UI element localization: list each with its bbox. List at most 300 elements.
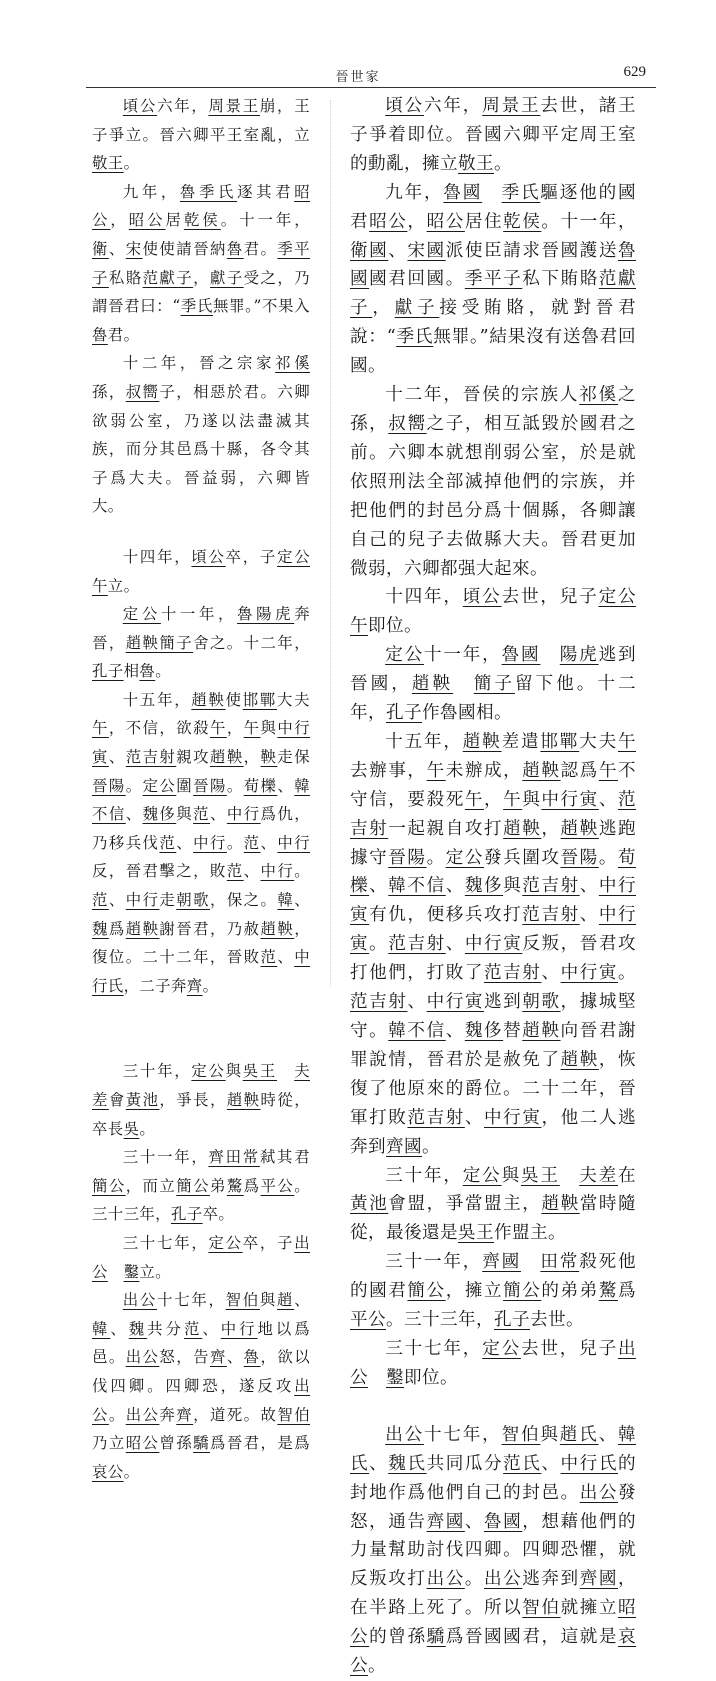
text-run: 。 bbox=[202, 976, 219, 995]
text-run: 私下賄賂 bbox=[522, 269, 599, 290]
text-run: 、 bbox=[125, 805, 143, 824]
proper-name: 晉陽 bbox=[388, 847, 427, 868]
proper-name: 智伯 bbox=[501, 1424, 541, 1445]
translation-paragraph-8 bbox=[350, 1248, 636, 1335]
text-run: 、 bbox=[445, 934, 465, 955]
proper-name: 魏侈 bbox=[142, 805, 177, 824]
proper-name: 中行寅 bbox=[484, 1107, 542, 1128]
text-run: 。 bbox=[422, 1136, 440, 1157]
proper-name: 中行寅 bbox=[92, 719, 311, 767]
proper-name: 叔嚮 bbox=[388, 413, 427, 434]
proper-name: 范吉射 bbox=[350, 992, 408, 1013]
text-run: 無罪。”結果沒有送魯君回國。 bbox=[350, 327, 636, 377]
proper-name: 定公午 bbox=[92, 547, 310, 595]
proper-name: 午 bbox=[426, 760, 446, 781]
proper-name: 午 bbox=[92, 719, 109, 738]
text-run: 共同瓜分 bbox=[426, 1453, 504, 1474]
text-run: 十五年， bbox=[122, 690, 192, 709]
proper-name: 定公 bbox=[191, 1062, 226, 1081]
proper-name: 趙鞅 bbox=[522, 760, 561, 781]
text-run: ，復位。二十二年，晉敗 bbox=[92, 919, 311, 967]
text-run: ，想藉他們的力量幫助討伐四卿。四卿恐懼，就反叛攻打 bbox=[350, 1511, 636, 1590]
proper-name: 宋國 bbox=[407, 240, 446, 261]
proper-name: 中行寅 bbox=[560, 963, 619, 984]
proper-name: 齊田常 bbox=[208, 1148, 260, 1167]
proper-name: 孔子 bbox=[386, 703, 422, 724]
section-gap bbox=[92, 1000, 310, 1057]
proper-name: 昭公 bbox=[426, 211, 465, 232]
proper-name: 定公 bbox=[462, 1165, 502, 1186]
proper-name: 中行 bbox=[193, 833, 227, 852]
proper-name: 昭公 bbox=[125, 1434, 160, 1453]
text-run: 。 bbox=[369, 934, 389, 955]
text-run: 共分 bbox=[147, 1319, 184, 1338]
text-run: 爲 bbox=[108, 919, 126, 938]
text-run: 、 bbox=[445, 1021, 465, 1041]
text-run: 反叛，晉君攻打他們，打敗了 bbox=[350, 934, 637, 984]
text-run: 。 bbox=[123, 154, 140, 173]
text-run: 即位。 bbox=[368, 616, 422, 637]
text-run: 會盟，爭當盟主， bbox=[388, 1194, 542, 1215]
proper-name: 范 bbox=[183, 1319, 203, 1338]
text-run: 與 bbox=[176, 805, 194, 824]
text-run: 君。 bbox=[243, 239, 278, 258]
proper-name: 季平子 bbox=[92, 239, 311, 287]
translation-paragraph-7 bbox=[350, 1162, 636, 1249]
translation-paragraph-1 bbox=[350, 92, 636, 179]
text-run: 。 bbox=[464, 1569, 484, 1590]
proper-name: 智伯 bbox=[277, 1405, 311, 1424]
running-header-title: 晉世家 bbox=[335, 70, 381, 85]
text-run: 十四年， bbox=[122, 547, 192, 566]
proper-name: 夫差 bbox=[92, 1062, 310, 1109]
text-run: 會 bbox=[108, 1091, 126, 1109]
text-run: 。十一年， bbox=[541, 211, 636, 232]
proper-name: 趙鞅 bbox=[560, 818, 599, 839]
text-run: ， bbox=[110, 211, 129, 230]
text-run: ， bbox=[541, 818, 561, 839]
proper-name: 趙鞅 bbox=[226, 1091, 261, 1109]
translation-paragraph-6 bbox=[350, 728, 636, 1162]
proper-name: 韓 bbox=[277, 891, 295, 910]
text-run: 卒。 bbox=[202, 1205, 235, 1224]
text-run: 十二年，晉之宗家 bbox=[122, 354, 276, 373]
text-run: 三十一年， bbox=[122, 1148, 209, 1167]
proper-name: 出公 bbox=[385, 1424, 424, 1445]
proper-name: 趙鞅 bbox=[560, 1049, 599, 1070]
proper-name: 齊 bbox=[209, 1348, 227, 1367]
text-run: ，恢復了他原來的爵位。二十二年，晉軍打敗 bbox=[350, 1049, 636, 1128]
text-run: 居 bbox=[165, 211, 184, 230]
text-run bbox=[277, 1062, 294, 1080]
proper-name: 趙鞅 bbox=[125, 919, 160, 938]
text-run: ，欲以伐四卿。四卿恐，遂反攻 bbox=[92, 1348, 311, 1395]
text-run: 地以爲邑。 bbox=[92, 1319, 311, 1367]
proper-name: 頃公 bbox=[385, 96, 424, 116]
proper-name: 中行 bbox=[260, 862, 295, 881]
original-paragraph-1 bbox=[92, 92, 310, 178]
proper-name: 敬王 bbox=[457, 153, 494, 174]
proper-name: 季氏 bbox=[180, 297, 214, 316]
text-run: 。三十三年， bbox=[92, 1176, 311, 1224]
proper-name: 中行氏 bbox=[92, 948, 310, 995]
proper-name: 中行 bbox=[220, 1319, 258, 1338]
text-run: 作盟主。 bbox=[493, 1223, 566, 1244]
text-run: 與 bbox=[501, 1165, 521, 1186]
text-run: 、 bbox=[541, 963, 561, 984]
proper-name: 衛國 bbox=[350, 240, 389, 261]
text-run: 與 bbox=[540, 1424, 560, 1445]
text-run: 大夫 bbox=[277, 690, 310, 709]
text-run: 奔 bbox=[159, 1405, 177, 1424]
text-run: 。 bbox=[493, 153, 512, 174]
proper-name: 荀櫟 bbox=[243, 776, 278, 795]
proper-name: 范吉射 bbox=[125, 748, 177, 767]
proper-name: 季氏 bbox=[396, 327, 434, 348]
proper-name: 韓 bbox=[92, 1319, 111, 1338]
proper-name: 中行 bbox=[125, 891, 160, 910]
proper-name: 中行 bbox=[277, 833, 311, 852]
translation-column bbox=[350, 92, 636, 1681]
proper-name: 韓不信 bbox=[388, 876, 446, 897]
proper-name: 宋 bbox=[125, 239, 143, 258]
text-run: ， bbox=[372, 298, 395, 319]
text-run: 、 bbox=[277, 776, 295, 795]
text-run: 立。 bbox=[107, 576, 140, 595]
text-run: 差遣 bbox=[501, 731, 541, 752]
proper-name: 乾侯 bbox=[183, 211, 221, 230]
text-run: 替 bbox=[503, 1021, 523, 1041]
proper-name: 出公 bbox=[122, 1291, 158, 1310]
text-run: 、 bbox=[294, 891, 311, 910]
proper-name: 趙鞅 bbox=[209, 748, 244, 767]
proper-name: 孔子 bbox=[493, 1310, 530, 1331]
proper-name: 魏氏 bbox=[388, 1453, 427, 1474]
text-run: 的曾孫 bbox=[369, 1627, 427, 1648]
text-run: 、 bbox=[108, 239, 126, 258]
proper-name: 魯 bbox=[139, 662, 156, 681]
text-run: 居住 bbox=[464, 211, 504, 232]
text-run: 去世，兒子 bbox=[520, 1338, 618, 1359]
proper-name: 出公 bbox=[426, 1569, 465, 1590]
text-run: ，據城堅守。 bbox=[350, 992, 636, 1041]
text-run: 。十一年， bbox=[220, 211, 311, 230]
text-run: ， bbox=[243, 748, 261, 767]
proper-name: 敬王 bbox=[92, 154, 124, 173]
text-run: 去辦事， bbox=[350, 760, 427, 781]
text-run: 、 bbox=[108, 748, 126, 767]
text-run: 十一年， bbox=[423, 645, 502, 666]
text-run bbox=[521, 1252, 540, 1272]
proper-name: 定公 bbox=[445, 847, 484, 868]
text-run: 、 bbox=[388, 240, 408, 261]
text-run: 去世，諸王子爭着即位。晉國六卿平定周王室的動亂，擁立 bbox=[350, 96, 636, 174]
text-run: 九年， bbox=[122, 182, 180, 201]
proper-name: 孔子 bbox=[170, 1205, 203, 1224]
proper-name: 叔嚮 bbox=[125, 382, 160, 401]
text-run: 、 bbox=[209, 805, 227, 824]
proper-name: 范 bbox=[92, 891, 109, 910]
proper-name: 午 bbox=[503, 789, 523, 810]
proper-name: 定公午 bbox=[350, 587, 636, 637]
proper-name: 魯國 bbox=[483, 1511, 523, 1532]
text-run: 當時隨從，最後還是 bbox=[350, 1194, 637, 1244]
text-run: 、 bbox=[176, 833, 194, 852]
text-run: 使 bbox=[225, 690, 243, 709]
text-run: 去世，兒子 bbox=[501, 587, 599, 608]
text-run: 、 bbox=[598, 789, 618, 810]
proper-name: 午 bbox=[243, 719, 261, 738]
proper-name: 趙鞅 bbox=[191, 690, 226, 709]
proper-name: 驁 bbox=[226, 1176, 244, 1195]
text-run: ， bbox=[483, 789, 504, 810]
text-run: 逃到晉國， bbox=[350, 645, 636, 695]
text-run: 向晉君謝罪說情，晉君於是赦免了 bbox=[350, 1021, 636, 1070]
proper-name: 夫差 bbox=[579, 1165, 618, 1186]
proper-name: 昭公 bbox=[92, 182, 311, 230]
proper-name: 午 bbox=[598, 760, 618, 781]
section-gap bbox=[350, 1393, 636, 1421]
proper-name: 出公 bbox=[92, 1233, 310, 1281]
proper-name: 出公 bbox=[125, 1348, 160, 1367]
text-run: 、 bbox=[369, 1453, 389, 1474]
proper-name: 魯國 bbox=[350, 240, 636, 290]
text-run: 。 bbox=[426, 847, 446, 868]
text-run: 乃立 bbox=[92, 1434, 126, 1453]
original-paragraph-8 bbox=[92, 1143, 310, 1229]
text-run: 逃到 bbox=[483, 992, 523, 1013]
text-run: 怒，告 bbox=[159, 1348, 210, 1367]
text-run: 認爲 bbox=[560, 760, 599, 781]
text-run: 、 bbox=[260, 833, 278, 852]
proper-name: 午 bbox=[464, 789, 484, 810]
proper-name: 衛 bbox=[92, 239, 109, 258]
text-run bbox=[560, 1166, 579, 1186]
text-run: 殺死他的國君 bbox=[350, 1252, 636, 1302]
text-run: 。 bbox=[294, 862, 311, 881]
proper-name: 趙鞅 bbox=[522, 1021, 561, 1041]
text-run: 即位。 bbox=[404, 1367, 458, 1388]
original-paragraph-10 bbox=[92, 1286, 310, 1486]
proper-name: 吳王 bbox=[242, 1062, 278, 1081]
proper-name: 黃池 bbox=[125, 1091, 160, 1109]
proper-name: 簡公 bbox=[407, 1281, 446, 1302]
proper-name: 出公 bbox=[579, 1482, 618, 1503]
proper-name: 出公 bbox=[483, 1569, 523, 1590]
proper-name: 季氏 bbox=[501, 182, 541, 203]
proper-name: 齊國 bbox=[579, 1569, 618, 1590]
original-paragraph-7 bbox=[92, 1057, 310, 1143]
proper-name: 范吉射 bbox=[522, 905, 580, 926]
text-run: 無罪。”不果入 bbox=[213, 297, 310, 316]
proper-name: 魏 bbox=[128, 1319, 148, 1338]
text-run: 十四年， bbox=[385, 587, 463, 608]
text-run: ， bbox=[226, 719, 244, 738]
text-run bbox=[540, 645, 559, 665]
text-run: 逐其君 bbox=[237, 182, 295, 201]
proper-name: 晉陽 bbox=[560, 847, 599, 868]
text-run: 、 bbox=[464, 1511, 484, 1532]
text-run: 相 bbox=[123, 662, 140, 681]
proper-name: 黃池 bbox=[350, 1194, 389, 1215]
column-divider bbox=[330, 100, 331, 986]
proper-name: 中行寅 bbox=[350, 905, 637, 955]
text-run: 六年， bbox=[424, 96, 483, 116]
proper-name: 頃公 bbox=[122, 97, 158, 115]
text-run: 、 bbox=[369, 876, 389, 897]
proper-name: 齊國 bbox=[386, 1136, 422, 1157]
text-run: 接受賄賂，就對晉君說： bbox=[350, 298, 637, 348]
text-run: 三十年， bbox=[385, 1165, 463, 1186]
proper-name: 周景王 bbox=[208, 97, 260, 115]
proper-name: 簡子 bbox=[473, 674, 515, 695]
text-run: 十七年， bbox=[423, 1424, 502, 1445]
proper-name: 簡公 bbox=[92, 1176, 126, 1195]
text-run: 爲仇，乃移兵伐 bbox=[92, 805, 311, 852]
text-run: ，不信，欲殺 bbox=[108, 719, 210, 738]
proper-name: 中行 bbox=[226, 805, 261, 824]
text-run: 爲晉國國君，這就是 bbox=[445, 1627, 619, 1648]
proper-name: 趙鞅簡子 bbox=[125, 633, 194, 652]
proper-name: 中行寅 bbox=[350, 876, 636, 926]
proper-name: 齊國 bbox=[426, 1511, 465, 1532]
proper-name: 哀公 bbox=[350, 1627, 637, 1677]
text-run: 三十一年， bbox=[385, 1252, 483, 1273]
text-run: ，道死。故 bbox=[193, 1405, 278, 1424]
proper-name: 魯國 bbox=[443, 182, 483, 203]
text-run: 私賂 bbox=[108, 268, 143, 287]
proper-name: 鑿 bbox=[386, 1367, 404, 1388]
proper-name: 范獻子 bbox=[142, 268, 194, 287]
proper-name: 朝歌 bbox=[176, 891, 210, 910]
proper-name: 趙鞅 bbox=[411, 674, 454, 695]
text-run: 、 bbox=[579, 905, 599, 926]
proper-name: 頃公 bbox=[191, 547, 226, 566]
text-run: 、 bbox=[598, 1424, 618, 1445]
proper-name: 魏 bbox=[92, 919, 109, 938]
text-run: 之子，相互詆毀於國君之前。六卿本就想削弱公室，於是就依照刑法全部滅掉他們的宗族，并把他們的封邑分爲十個縣，各卿讓自己的兒子去做縣大夫。晉君更加微弱，六卿都强大起來。 bbox=[350, 413, 636, 579]
text-run: 六年， bbox=[157, 97, 209, 115]
translation-paragraph-3 bbox=[350, 381, 636, 583]
proper-name: 簡公 bbox=[503, 1281, 542, 1302]
proper-name: 魯 bbox=[92, 325, 108, 344]
original-paragraph-4 bbox=[92, 543, 310, 600]
text-run: 。 bbox=[123, 1462, 140, 1481]
proper-name: 范吉射 bbox=[484, 963, 542, 984]
text-run: ，擁立 bbox=[445, 1281, 504, 1302]
text-run: 驅逐他的國君 bbox=[350, 182, 636, 232]
text-run: 孫， bbox=[92, 382, 126, 401]
original-paragraph-2 bbox=[92, 178, 310, 350]
proper-name: 定公 bbox=[208, 1233, 243, 1252]
text-run: 去世。 bbox=[529, 1310, 584, 1331]
proper-name: 定公 bbox=[142, 776, 177, 795]
text-run: 一起親自攻打 bbox=[388, 818, 504, 839]
text-run: 就擁立 bbox=[560, 1598, 619, 1619]
translation-paragraph-9 bbox=[350, 1335, 636, 1393]
text-run: 十二年，晉侯的宗族人 bbox=[385, 385, 580, 406]
text-run: ， bbox=[407, 211, 427, 232]
proper-name: 齊國 bbox=[482, 1252, 521, 1273]
proper-name: 定公 bbox=[122, 605, 161, 624]
text-run bbox=[108, 1263, 124, 1281]
proper-name: 智伯 bbox=[522, 1598, 561, 1619]
text-run: 子，相惡於君。六卿欲弱公室，乃遂以法盡滅其族，而分其邑爲十縣，各令其子爲大夫。晉益弱，六卿皆大。 bbox=[92, 382, 310, 516]
proper-name: 定公 bbox=[385, 645, 424, 666]
proper-name: 周景王 bbox=[482, 96, 541, 116]
text-run: 有仇，便移兵攻打 bbox=[369, 905, 523, 926]
text-run: ，保之。 bbox=[209, 891, 278, 910]
text-run: 卒，子 bbox=[242, 1233, 295, 1252]
proper-name: 魯季氏 bbox=[179, 182, 238, 201]
text-run bbox=[453, 674, 474, 694]
proper-name: 驕 bbox=[193, 1434, 210, 1453]
proper-name: 驕 bbox=[426, 1627, 446, 1648]
text-run: 與 bbox=[260, 719, 278, 738]
proper-name: 出公 bbox=[92, 1376, 310, 1424]
original-paragraph-6 bbox=[92, 686, 310, 1001]
proper-name: 孔子 bbox=[92, 662, 124, 681]
text-run: 反，晉君擊之，敗 bbox=[92, 862, 227, 881]
proper-name: 趙鞅 bbox=[541, 1194, 580, 1215]
proper-name: 韓不信 bbox=[92, 776, 311, 824]
text-run: 留下他。十二年， bbox=[350, 674, 636, 724]
proper-name: 齊 bbox=[176, 1405, 194, 1424]
text-run: 逃奔到 bbox=[522, 1569, 580, 1590]
proper-name: 出公 bbox=[125, 1405, 160, 1424]
text-run: 。 bbox=[368, 1656, 386, 1677]
proper-name: 午 bbox=[209, 719, 227, 738]
proper-name: 范獻子 bbox=[350, 269, 636, 319]
proper-name: 午 bbox=[617, 731, 636, 752]
proper-name: 趙鞅 bbox=[260, 919, 295, 938]
translation-paragraph-5 bbox=[350, 641, 636, 728]
text-run: 派使臣請求晉國護送 bbox=[445, 240, 618, 261]
text-run: 爲 bbox=[243, 1176, 261, 1195]
text-run: 。 bbox=[155, 662, 171, 681]
text-run: 三十七年， bbox=[385, 1338, 483, 1359]
proper-name: 定公 bbox=[482, 1338, 521, 1359]
text-run: 弟 bbox=[209, 1176, 227, 1195]
proper-name: 簡公 bbox=[176, 1176, 210, 1195]
text-run: 國君回國。 bbox=[369, 269, 465, 290]
proper-name: 晉陽 bbox=[193, 776, 227, 795]
translation-paragraph-4 bbox=[350, 583, 636, 641]
text-run: 爲 bbox=[617, 1281, 636, 1302]
text-run: 曾孫 bbox=[159, 1434, 194, 1453]
proper-name: 平公 bbox=[260, 1176, 295, 1195]
proper-name: 祁傒 bbox=[275, 354, 310, 373]
proper-name: 范 bbox=[159, 833, 177, 852]
proper-name: 獻子 bbox=[209, 268, 244, 287]
text-run: 舍之。十二年， bbox=[193, 633, 310, 652]
proper-name: 昭公 bbox=[369, 211, 408, 232]
proper-name: 中行寅 bbox=[464, 934, 523, 955]
text-run: 。 bbox=[226, 776, 244, 795]
text-run: ， bbox=[193, 268, 210, 287]
text-run: ，爭長， bbox=[159, 1091, 227, 1109]
text-run: 十一年， bbox=[160, 605, 238, 624]
proper-name: 出公 bbox=[350, 1338, 636, 1388]
text-run bbox=[368, 1368, 386, 1388]
proper-name: 季平子 bbox=[464, 269, 523, 290]
text-run: 爲晉君，是爲 bbox=[209, 1434, 310, 1453]
original-text-column bbox=[92, 92, 310, 1486]
proper-name: 中行寅 bbox=[541, 789, 599, 810]
text-run: 、 bbox=[294, 1291, 310, 1310]
text-run: 立。 bbox=[139, 1262, 171, 1281]
text-run: 、 bbox=[464, 1107, 485, 1128]
